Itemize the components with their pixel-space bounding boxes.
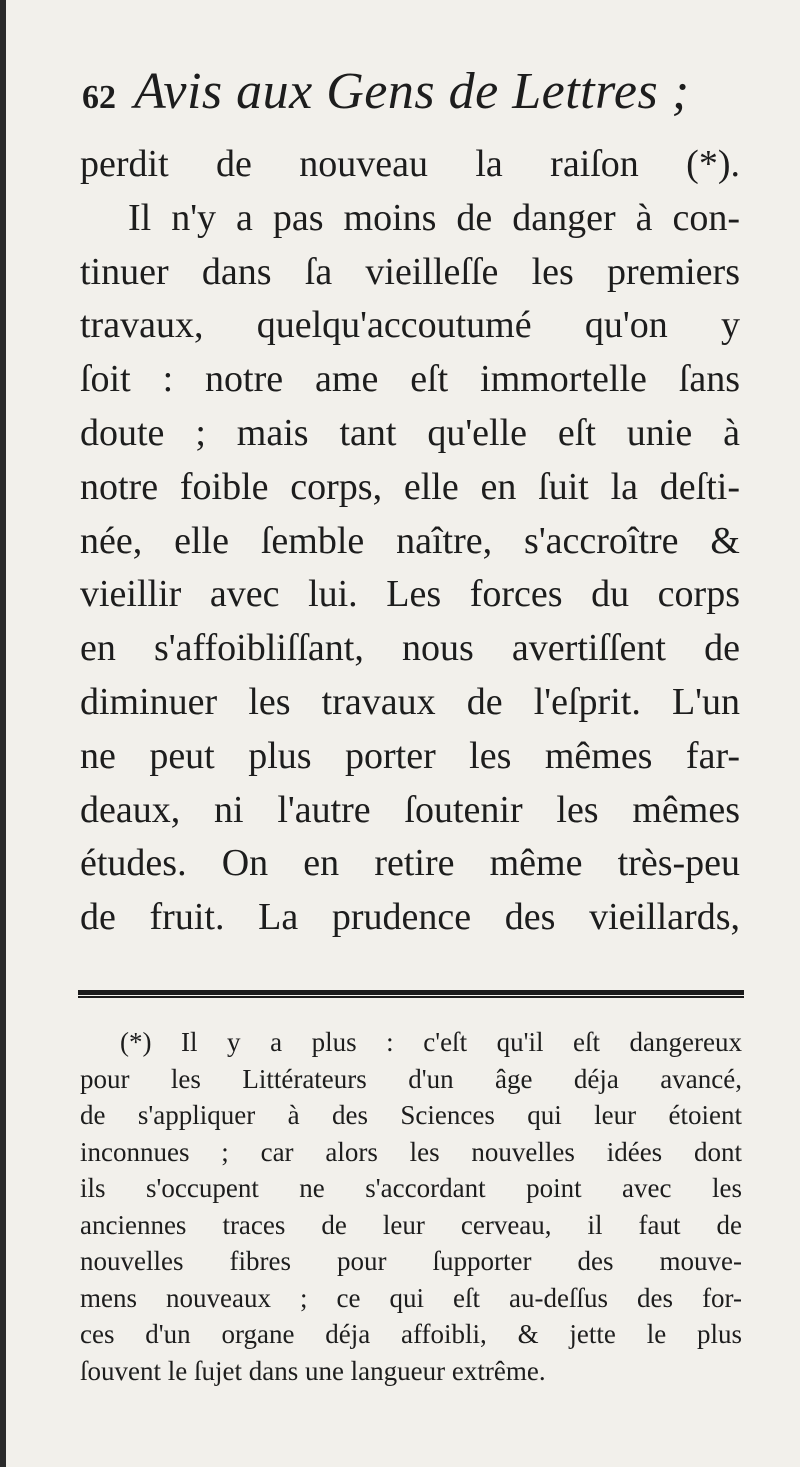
footnote-line: mens nouveaux ; ce qui eſt au-deſſus des for-: [80, 1282, 742, 1313]
running-header: [82, 62, 702, 126]
footnote: [80, 1024, 742, 1389]
footnote-line: ces d'un organe déja affoibli, & jette le plus: [80, 1319, 742, 1349]
body-line: ne peut plus porter les mêmes far-: [80, 734, 740, 777]
body-text: [80, 138, 740, 945]
footnote-separator-rule: [78, 990, 744, 998]
page-number: 62: [82, 79, 116, 116]
body-line: travaux, quelqu'accoutumé qu'on y: [80, 304, 740, 347]
footnote-line: ſouvent le ſujet dans une langueur extrême.: [80, 1355, 546, 1386]
page-left-edge: [0, 0, 6, 1467]
body-line: ſoit : notre ame eſt immortelle ſans: [80, 358, 740, 401]
body-line: Il n'y a pas moins de danger à con-: [128, 196, 740, 239]
body-line: de fruit. La prudence des vieillards,: [80, 896, 740, 939]
body-line: doute ; mais tant qu'elle eſt unie à: [80, 411, 740, 454]
footnote-line: (*) Il y a plus : c'eſt qu'il eſt dangereux: [120, 1027, 742, 1057]
body-line: deaux, ni l'autre ſoutenir les mêmes: [80, 788, 740, 831]
footnote-line: de s'appliquer à des Sciences qui leur étoient: [80, 1100, 742, 1130]
footnote-line: nouvelles fibres pour ſupporter des mouve-: [80, 1246, 742, 1276]
body-line: en s'affoibliſſant, nous avertiſſent de: [80, 627, 740, 670]
footnote-line: pour les Littérateurs d'un âge déja avancé,: [80, 1063, 742, 1094]
body-line: perdit de nouveau la raiſon (*).: [80, 143, 740, 185]
running-title: Avis aux Gens de Lettres ;: [134, 63, 690, 120]
footnote-line: anciennes traces de leur cerveau, il faut de: [80, 1209, 742, 1240]
body-line: études. On en retire même très-peu: [80, 842, 740, 885]
footnote-line: ils s'occupent ne s'accordant point avec les: [80, 1173, 742, 1203]
body-line: notre foible corps, elle en ſuit la deſti-: [80, 465, 740, 508]
body-line: diminuer les travaux de l'eſprit. L'un: [80, 680, 740, 723]
body-line: tinuer dans ſa vieilleſſe les premiers: [80, 250, 740, 293]
footnote-line: inconnues ; car alors les nouvelles idées dont: [80, 1136, 742, 1167]
body-line: vieillir avec lui. Les forces du corps: [80, 573, 740, 616]
body-line: née, elle ſemble naître, s'accroître &: [80, 519, 740, 562]
